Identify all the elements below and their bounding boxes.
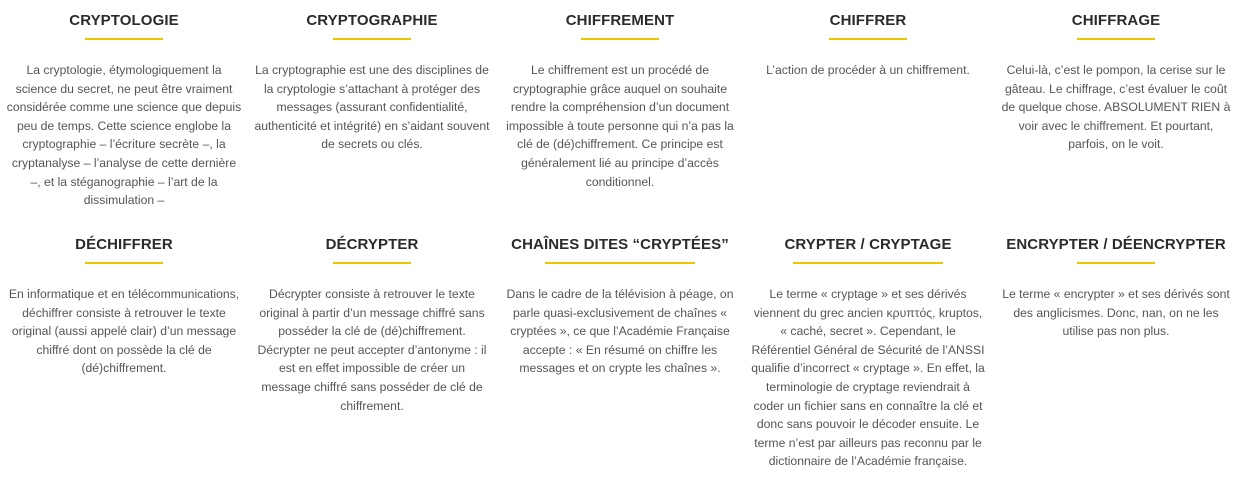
card-text: La cryptologie, étymologiquement la science du secret, ne peut être vraiment considérée comme une science que depuis peu de temps. Cette science englobe la cryptographie – l’écriture secrète –, la cryptanalyse – l’analyse de cette dernière –, et la stéganographie – l’art de la dissimulation – xyxy=(6,63,242,208)
card-text: Dans le cadre de la télévision à péage, on parle quasi-exclusivement de chaînes « cryptées », ce que l’Académie Française accepte : « En résumé on chiffre les messages et on crypte les chaînes ». xyxy=(506,287,734,376)
title-underline xyxy=(581,38,659,40)
card-text: Le terme « encrypter » et ses dérivés sont des anglicismes. Donc, nan, on ne les utilise pas non plus. xyxy=(1002,287,1230,339)
card-text: La cryptographie est une des disciplines de la cryptologie s’attachant à protéger des messages (assurant confidentialité, authenticité et intégrité) en s’aidant souvent de secrets ou clés. xyxy=(254,63,490,152)
card-text: Décrypter consiste à retrouver le texte original à partir d’un message chiffré sans posséder la clé de (dé)chiffrement. Décrypter ne peut accepter d’antonyme : il est en effet impossible de créer un message chiffré sans posséder de clé de chiffrement. xyxy=(257,287,487,413)
definition-card-encrypter-deencrypter xyxy=(992,234,1240,471)
title-underline xyxy=(1077,38,1155,40)
card-title: ENCRYPTER / DÉENCRYPTER xyxy=(1006,236,1226,253)
card-title: DÉCHIFFRER xyxy=(75,236,173,253)
definition-card-cryptologie xyxy=(0,10,248,210)
card-title: DÉCRYPTER xyxy=(325,236,419,253)
title-underline xyxy=(333,38,411,40)
card-title: CHIFFREMENT xyxy=(565,12,675,29)
definition-card-dechiffrer xyxy=(0,234,248,471)
title-underline xyxy=(545,262,695,264)
definition-card-chiffrer xyxy=(744,10,992,210)
card-text: Celui-là, c’est le pompon, la cerise sur le gâteau. Le chiffrage, c’est évaluer le coût de quelque chose. ABSOLUMENT RIEN à voir avec le chiffrement. Et pourtant, parfois, on le voit. xyxy=(1001,63,1231,152)
card-title: CHAÎNES DITES “CRYPTÉES” xyxy=(511,236,729,253)
card-text: Le chiffrement est un procédé de cryptographie grâce auquel on souhaite rendre la compréhension d’un document impossible à toute personne qui n’a pas la clé de (dé)chiffrement. Ce principe est généralement lié au principe d’accès conditionnel. xyxy=(506,63,734,189)
title-underline xyxy=(85,262,163,264)
definitions-row-2 xyxy=(0,234,1240,471)
definition-card-chaines-cryptees xyxy=(496,234,744,471)
card-title: CHIFFRER xyxy=(829,12,907,29)
definition-card-chiffrement xyxy=(496,10,744,210)
definition-card-crypter-cryptage xyxy=(744,234,992,471)
definitions-row-1 xyxy=(0,10,1240,210)
card-text: En informatique et en télécommunications, déchiffrer consiste à retrouver le texte original (aussi appelé clair) d’un message chiffré dont on possède la clé de (dé)chiffrement. xyxy=(8,287,240,376)
title-underline xyxy=(793,262,943,264)
card-title: CRYPTOLOGIE xyxy=(69,12,179,29)
card-title: CRYPTER / CRYPTAGE xyxy=(784,236,952,253)
title-underline xyxy=(85,38,163,40)
title-underline xyxy=(829,38,907,40)
definition-card-chiffrage xyxy=(992,10,1240,210)
card-title: CRYPTOGRAPHIE xyxy=(306,12,438,29)
title-underline xyxy=(333,262,411,264)
definition-card-decrypter xyxy=(248,234,496,471)
card-text: Le terme « cryptage » et ses dérivés viennent du grec ancien κρυπτός, kruptos, « caché, secret ». Cependant, le Référentiel Général de Sécurité de l’ANSSI qualifie d’incorrect « cryptage ». En effet, la terminologie de cryptage reviendrait à coder un fichier sans en connaître la clé et donc sans pouvoir le décoder ensuite. Le terme n’est par ailleurs pas reconnu par le dictionnaire de l’Académie française. xyxy=(751,287,985,469)
card-title: CHIFFRAGE xyxy=(1071,12,1161,29)
title-underline xyxy=(1077,262,1155,264)
definition-card-cryptographie xyxy=(248,10,496,210)
card-text: L’action de procéder à un chiffrement. xyxy=(766,63,970,77)
